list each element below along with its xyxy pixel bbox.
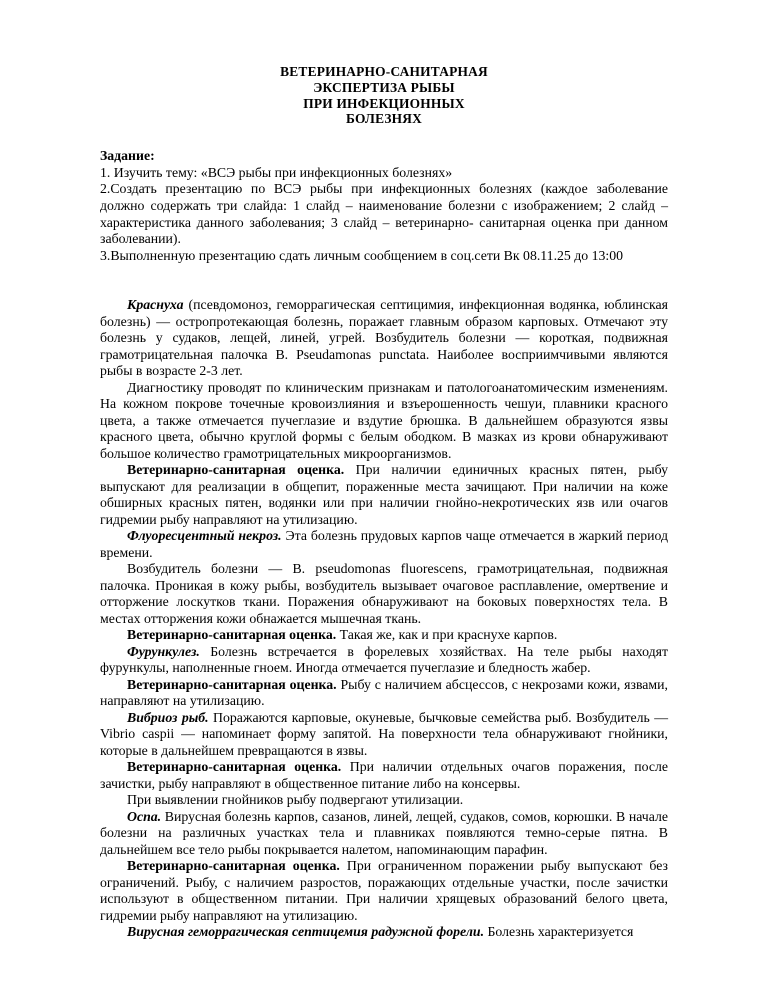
- disease-term: Фурункулез.: [127, 643, 200, 659]
- title-line: ВЕТЕРИНАРНО-САНИТАРНАЯ: [280, 64, 488, 79]
- paragraph-vet-eval: [100, 462, 668, 528]
- vet-eval-label: Ветеринарно-санитарная оценка.: [127, 858, 340, 874]
- vet-eval-label: Ветеринарно-санитарная оценка.: [127, 759, 342, 775]
- paragraph-text: Болезнь встречается в форелевых хозяйствах. На теле рыбы находят фурункулы, наполненные гноем. Иногда отмечается пучеглазие и бледность жабер.: [100, 643, 668, 676]
- title-line: ЭКСПЕРТИЗА РЫБЫ: [313, 79, 455, 95]
- task-item: 3.Выполненную презентацию сдать личным сообщением в соц.сети Вк 08.11.25 до 13:00: [100, 247, 624, 263]
- paragraph-pox: [100, 809, 668, 859]
- paragraph-furunculosis: [100, 644, 668, 677]
- paragraph-text: Такая же, как и при краснухе карпов.: [336, 627, 558, 643]
- disease-term: Вирусная геморрагическая септицемия радужной форели.: [127, 924, 485, 940]
- paragraph-vet-eval: [100, 759, 668, 792]
- vet-eval-label: Ветеринарно-санитарная оценка.: [127, 627, 337, 643]
- paragraph-text: Болезнь характеризуется: [484, 924, 634, 940]
- paragraph-fluorescent-necrosis: [100, 528, 668, 561]
- paragraph-text: При наличии единичных красных пятен, рыбу выпускают для реализации в общепит, пораженные места зачищают. При наличии на коже обширных красных пятен, водянки или при наличии гнойно-некротических язв или очагов гидремии рыбу направляют на утилизацию.: [100, 462, 668, 527]
- paragraph-text: Возбудитель болезни — B. pseudomonas fluorescens, грамотрицательная, подвижная палочка. Проникая в кожу рыбы, возбудитель вызывает очаговое расплавление, омертвение и отторжение лоскутков ткани. Поражения обнаруживают на боковых поверхностях тела. В местах отторжения кожи обнажается мышечная ткань.: [100, 561, 668, 626]
- task-heading: Задание:: [100, 148, 155, 164]
- paragraph-text: При наличии отдельных очагов поражения, после зачистки, рыбу направляют в общественное питание либо на консервы.: [100, 759, 668, 791]
- paragraph-vet-eval: [100, 627, 668, 644]
- paragraph-text: Рыбу с наличием абсцессов, с некрозами кожи, язвами, направляют на утилизацию.: [100, 676, 668, 709]
- vet-eval-label: Ветеринарно-санитарная оценка.: [127, 676, 337, 692]
- paragraph-text: Вирусная болезнь карпов, сазанов, линей, лещей, судаков, сомов, корюшки. В начале болезни на различных участках тела и плавниках появляются темно-серые пятна. В дальнейшем все тело рыбы покрывается налетом, напоминающим парафин.: [100, 808, 668, 857]
- paragraph-vibriosis: [100, 710, 668, 760]
- task-item: 2.Создать презентацию по ВСЭ рыбы при инфекционных болезнях (каждое заболевание должно содержать три слайда: 1 слайд – наименование болезни с изображением; 2 слайд – характеристика данного заболевания; 3 слайд – ветеринарно- санитарная оценка при данном заболевании).: [100, 181, 668, 247]
- vet-eval-label: Ветеринарно-санитарная оценка.: [127, 462, 345, 478]
- paragraph-viral-septicemia: [100, 924, 668, 941]
- paragraph-text: Эта болезнь прудовых карпов чаще отмечается в жаркий период времени.: [100, 528, 668, 560]
- title-line: БОЛЕЗНЯХ: [345, 111, 422, 127]
- paragraph-text: (псевдомоноз, геморрагическая септицимия, инфекционная водянка, юблинская болезнь) — остропротекающая болезнь, поражает главным образом карповых. Отмечают эту болезнь у судаков, лещей, линей, угрей. Возбудитель болезни — короткая, подвижная грамотрицательная палочка B. Pseudamonas punctata. Наиболее восприимчивыми являются рыбы в возрасте 2-3 лет.: [100, 297, 668, 379]
- paragraph-vet-eval: [100, 677, 668, 710]
- paragraph-diagnostics: [100, 380, 668, 463]
- paragraph-text: При выявлении гнойников рыбу подвергают утилизации.: [127, 792, 464, 808]
- document-title: [100, 64, 668, 127]
- paragraph-text: Поражаются карповые, окуневые, бычковые семейства рыб. Возбудитель — Vibrio caspii — напоминает форму запятой. На поверхности тела обнаруживают гнойники, которые в дальнейшем превращаются в язвы.: [100, 709, 669, 758]
- disease-term: Вибриоз рыб.: [127, 709, 209, 725]
- paragraph-text: Диагностику проводят по клиническим признакам и патологоанатомическим изменениям. На кожном покрове точечные кровоизлияния и взъерошенность чешуи, плавники красного цвета, а также отмечается пучеглазие и вздутие брюшка. В дальнейшем образуются язвы красного цвета, обычно круглой формы с белым ободком. В мазках из крови обнаруживают большое количество грамотрицательных микроорганизмов.: [100, 379, 668, 461]
- paragraph-abscess-note: [100, 792, 668, 809]
- title-line: ПРИ ИНФЕКЦИОННЫХ: [303, 95, 465, 111]
- paragraph-krasnukha: [100, 297, 668, 380]
- paragraph-pathogen: [100, 561, 668, 627]
- task-block: [100, 148, 668, 264]
- disease-term: Краснуха: [127, 297, 184, 313]
- paragraph-text: При ограниченном поражении рыбу выпускают без ограничений. Рыбу, с наличием разростов, поражающих отдельные участки, после зачистки используют в общественном питании. При наличии хрящевых образований белого цвета, гидремии рыбу направляют на утилизацию.: [100, 858, 668, 923]
- task-item: 1. Изучить тему: «ВСЭ рыбы при инфекционных болезнях»: [100, 164, 453, 180]
- paragraph-vet-eval: [100, 858, 668, 924]
- document-body: [100, 297, 668, 941]
- disease-term: Оспа.: [127, 808, 162, 824]
- disease-term: Флуоресцентный некроз.: [127, 528, 282, 544]
